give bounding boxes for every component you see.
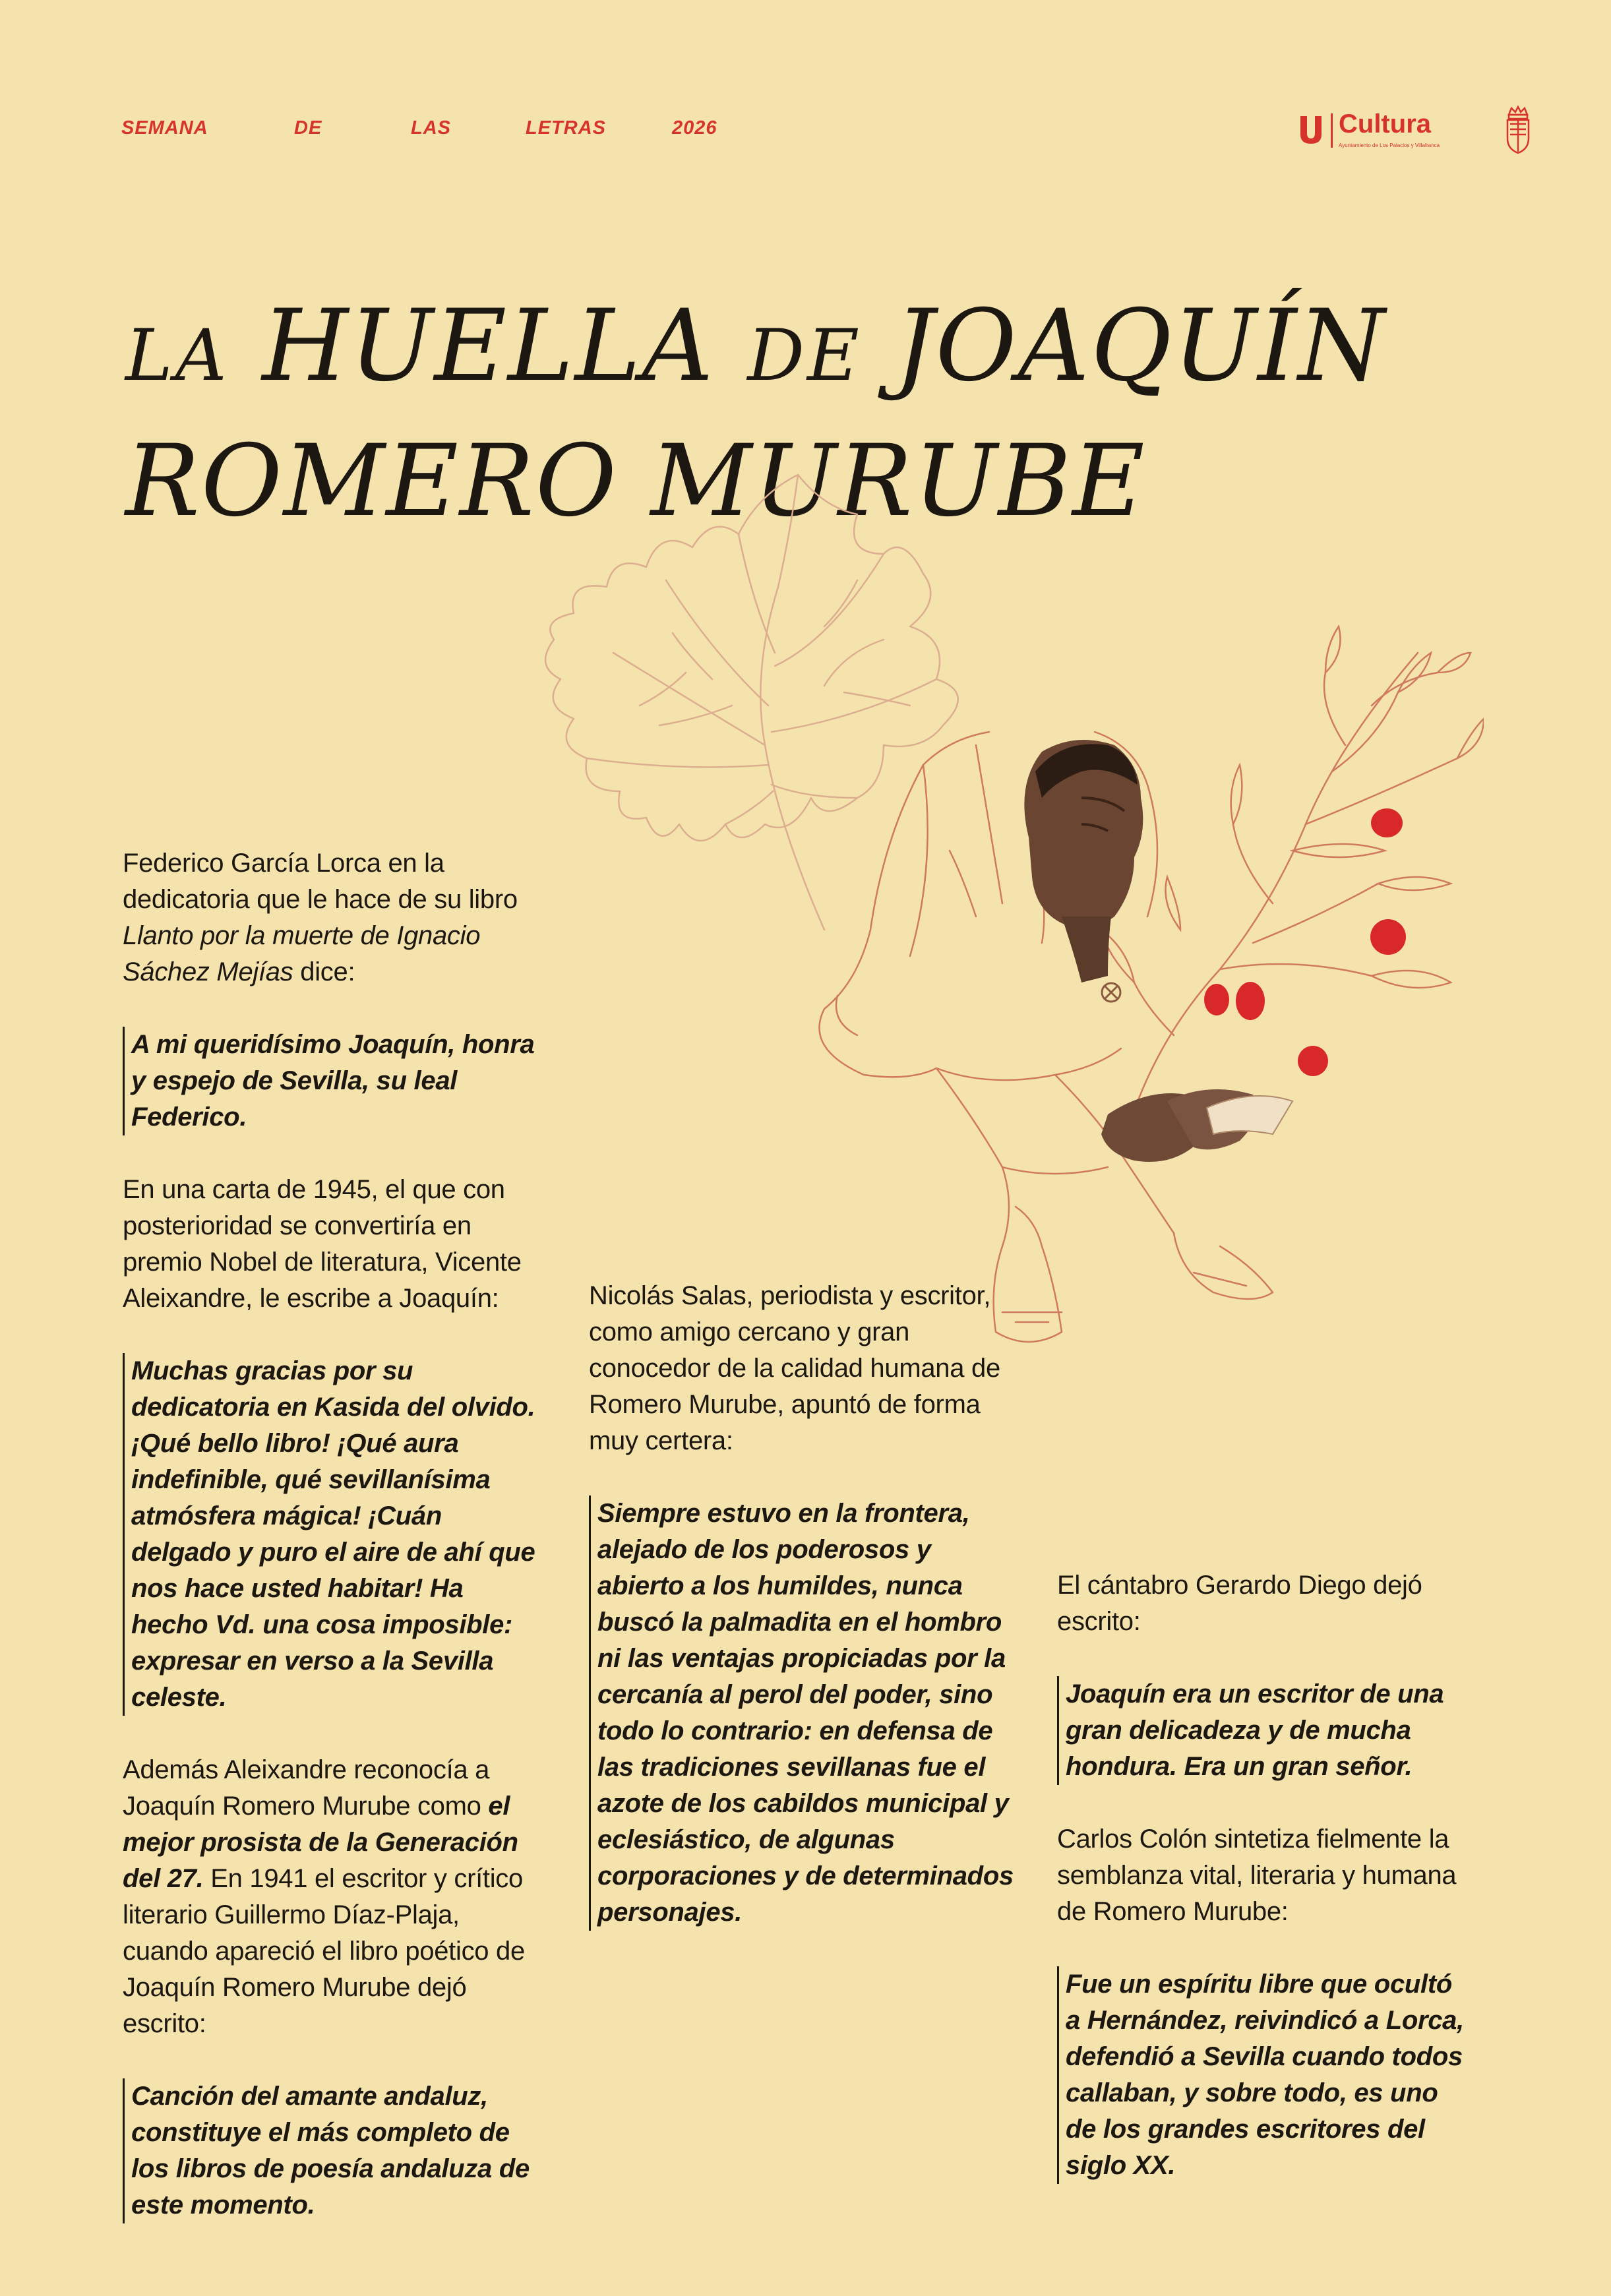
text-column-1: [123, 845, 545, 2223]
quote-block: Fue un espíritu libre que ocultó a Hernández, reivindicó a Lorca, defendió a Sevilla cuando todos callaban, y sobre todo, es uno de los grandes escritores del siglo XX.: [1057, 1966, 1473, 2184]
logo-separator: [1331, 113, 1333, 148]
man-head: [1024, 740, 1143, 982]
paragraph: El cántabro Gerardo Diego dejó escrito:: [1057, 1571, 1422, 1636]
u-logo-icon: [1298, 115, 1324, 145]
title-word: JOAQUÍN: [894, 289, 1386, 404]
paragraph: Carlos Colón sintetiza fielmente la semblanza vital, literaria y humana de Romero Murube:: [1057, 1825, 1457, 1926]
paragraph: [123, 1752, 545, 2042]
title-word: DE: [747, 315, 862, 397]
emphasis: el mejor prosista de la Generación del 27.: [123, 1792, 518, 1893]
leaf-drawing: [545, 475, 958, 930]
quote-block: Siempre estuvo en la frontera, alejado de los poderosos y abierto a los humildes, nunca buscó la palmadita en el hombro ni las ventajas propiciadas por la cercanía al perol del poder, sino todo lo contrario: en defensa de las tradiciones sevillanas fue el azote de los cabildos municipal y eclesiástico, de algunas corporaciones y de determinados personajes.: [589, 1495, 1024, 1931]
paragraph: En una carta de 1945, el que con posterioridad se convertiría en premio Nobel de literatura, Vicente Aleixandre, le escribe a Joaquín:: [123, 1175, 522, 1313]
header-word: SEMANA: [121, 117, 208, 138]
olive-branch-drawing: [1101, 626, 1484, 1154]
text-span: dice:: [293, 957, 355, 986]
quote-block: Joaquín era un escritor de una gran delicadeza y de mucha hondura. Era un gran señor.: [1057, 1676, 1473, 1785]
title-word: ROMERO MURUBE: [125, 424, 1146, 539]
logo-subtext: Ayuntamiento de Los Palacios y Villafranca: [1339, 142, 1440, 148]
quote-block: Canción del amante andaluz, constituye el más completo de los libros de poesía andaluza de este momento.: [123, 2078, 545, 2223]
header-word: LETRAS: [526, 117, 606, 138]
header-word: DE: [294, 117, 322, 138]
text-span: En 1941 el escritor y crítico literario Guillermo Díaz-Plaja, cuando apareció el libro poético de Joaquín Romero Murube dejó escrito:: [123, 1864, 525, 2038]
text-column-2: [589, 1278, 1024, 1931]
cultura-logo: [1298, 106, 1509, 158]
text-span: Además Aleixandre reconocía a Joaquín Romero Murube como: [123, 1755, 490, 1821]
brooch: [1102, 983, 1120, 1002]
logo-wordmark: Cultura: [1339, 109, 1431, 138]
paragraph: Nicolás Salas, periodista y escritor, como amigo cercano y gran conocedor de la calidad humana de Romero Murube, apuntó de forma muy certera:: [589, 1281, 1000, 1455]
quote-block: A mi queridísimo Joaquín, honra y espejo de Sevilla, su leal Federico.: [123, 1027, 545, 1135]
book-title: Llanto por la muerte de Ignacio Sáchez Mejías: [123, 921, 481, 986]
paragraph: [123, 845, 545, 990]
title-word: LA: [125, 315, 229, 397]
text-span: Federico García Lorca en la dedicatoria que le hace de su libro: [123, 849, 518, 914]
hands-with-paper: [1101, 1089, 1292, 1162]
header-word: LAS: [411, 117, 451, 138]
coat-of-arms-icon: [1504, 106, 1533, 154]
header-word: 2026: [672, 117, 717, 138]
quote-block: Muchas gracias por su dedicatoria en Kasida del olvido. ¡Qué bello libro! ¡Qué aura indefinible, qué sevillanísima atmósfera mágica! ¡Cuán delgado y puro el aire de ahí que nos hace usted habitar! Ha hecho Vd. una cosa imposible: expresar en verso a la Sevilla celeste.: [123, 1353, 545, 1716]
title-word: HUELLA: [262, 289, 715, 404]
text-column-3: [1057, 1567, 1473, 2184]
